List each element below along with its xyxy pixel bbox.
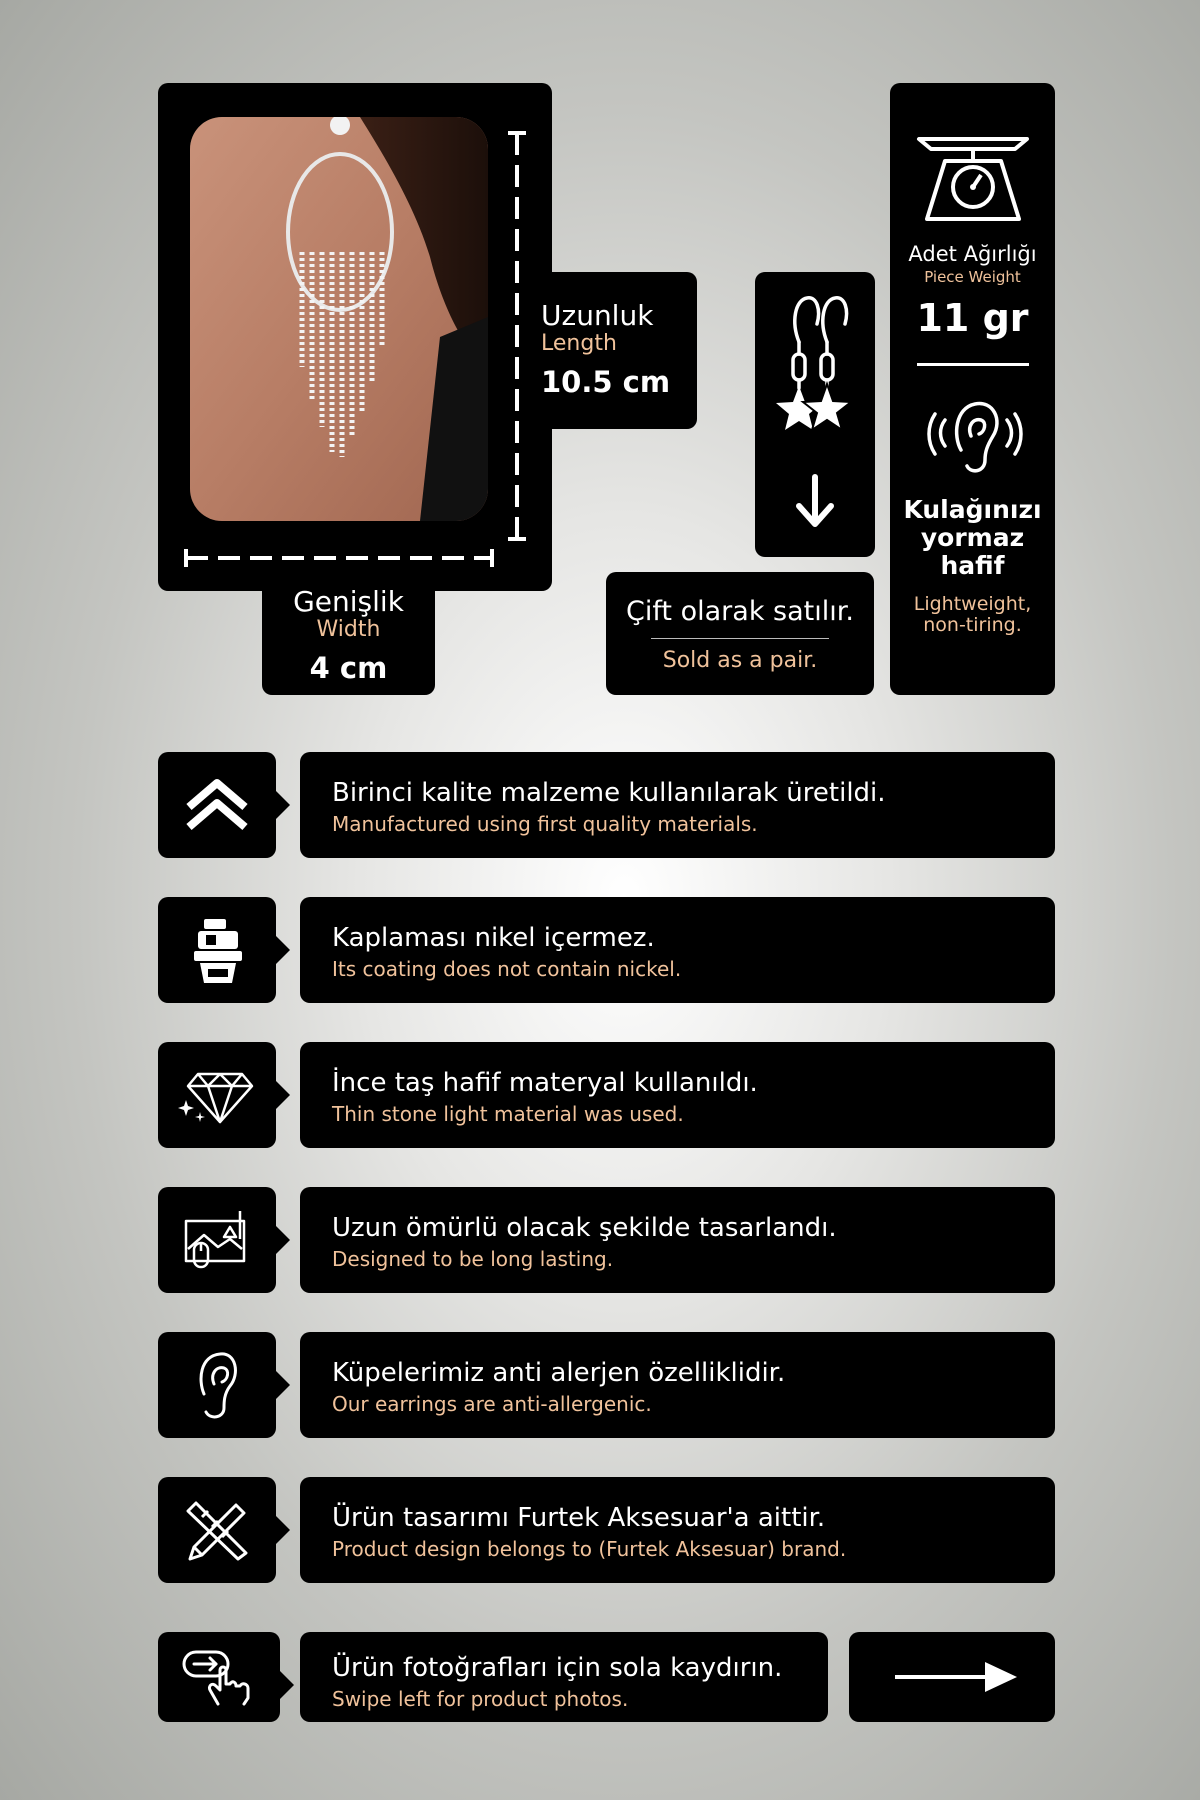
feature-text-en: Its coating does not contain nickel. <box>332 957 682 981</box>
length-guide <box>504 131 530 541</box>
feature-text-en: Thin stone light material was used. <box>332 1102 684 1126</box>
feature-long-lasting <box>300 1187 1055 1293</box>
feature-text-en: Manufactured using first quality materials. <box>332 812 758 836</box>
comfort-tr-line1: Kulağınızı <box>903 495 1042 524</box>
width-value: 4 cm <box>309 651 388 685</box>
width-guide <box>184 545 494 571</box>
comfort-tr-line2: yormaz <box>920 523 1025 552</box>
pair-earrings-panel <box>755 272 875 557</box>
feature-text-tr: Küpelerimiz anti alerjen özelliklidir. <box>332 1358 786 1388</box>
feature-light-stone <box>300 1042 1055 1148</box>
arrow-right-icon <box>893 1660 1017 1694</box>
weight-panel <box>890 83 1055 695</box>
plating-machine-icon <box>158 897 276 1003</box>
length-label-en: Length <box>541 331 617 356</box>
feature-text-en: Our earrings are anti-allergenic. <box>332 1392 652 1416</box>
comfort-tr-line3: hafif <box>940 551 1005 580</box>
feature-text-tr: Kaplaması nikel içermez. <box>332 923 655 953</box>
width-label-tr: Genişlik <box>293 585 404 618</box>
feature-nickel-free <box>300 897 1055 1003</box>
comfort-en-line1: Lightweight, <box>913 593 1032 615</box>
earring-photo <box>190 117 488 521</box>
product-photo-panel <box>158 83 552 591</box>
feature-text-tr: Birinci kalite malzeme kullanılarak üretildi. <box>332 778 886 808</box>
feature-anti-allergenic <box>300 1332 1055 1438</box>
feature-quality <box>300 752 1055 858</box>
width-label-en: Width <box>316 617 381 642</box>
ear-sound-icon <box>923 396 1023 476</box>
feature-swipe-hint <box>300 1632 828 1722</box>
feature-text-tr: Ürün tasarımı Furtek Aksesuar'a aittir. <box>332 1503 826 1533</box>
feature-text-en: Designed to be long lasting. <box>332 1247 614 1271</box>
length-dimension <box>540 272 697 429</box>
scale-icon <box>915 135 1031 221</box>
weight-divider <box>917 363 1029 366</box>
feature-text-tr: İnce taş hafif materyal kullanıldı. <box>332 1068 758 1098</box>
comfort-en-line2: non-tiring. <box>923 614 1022 636</box>
swipe-arrow-button[interactable] <box>849 1632 1055 1722</box>
ear-icon <box>158 1332 276 1438</box>
swipe-hand-icon <box>158 1632 280 1722</box>
pencil-ruler-icon <box>158 1477 276 1583</box>
diamond-icon <box>158 1042 276 1148</box>
quality-arrows-icon <box>158 752 276 858</box>
length-label-tr: Uzunluk <box>541 299 654 332</box>
star-earrings-icon <box>755 272 875 557</box>
feature-text-tr: Ürün fotoğrafları için sola kaydırın. <box>332 1653 783 1683</box>
comfort-text-tr <box>890 496 1055 580</box>
feature-text-en: Swipe left for product photos. <box>332 1687 629 1711</box>
feature-brand-design <box>300 1477 1055 1583</box>
pair-label-en: Sold as a pair. <box>662 648 818 673</box>
sold-as-pair-panel <box>606 572 874 695</box>
comfort-text-en <box>890 594 1055 636</box>
length-value: 10.5 cm <box>541 365 671 399</box>
feature-text-tr: Uzun ömürlü olacak şekilde tasarlandı. <box>332 1213 837 1243</box>
weight-label-tr: Adet Ağırlığı <box>908 242 1037 266</box>
weight-label-en: Piece Weight <box>924 268 1021 286</box>
feature-text-en: Product design belongs to (Furtek Aksesuar) brand. <box>332 1537 847 1561</box>
weight-value: 11 gr <box>916 296 1029 340</box>
pair-label-tr: Çift olarak satılır. <box>626 596 854 627</box>
design-board-icon <box>158 1187 276 1293</box>
width-dimension <box>262 578 435 695</box>
pair-divider <box>651 638 829 639</box>
